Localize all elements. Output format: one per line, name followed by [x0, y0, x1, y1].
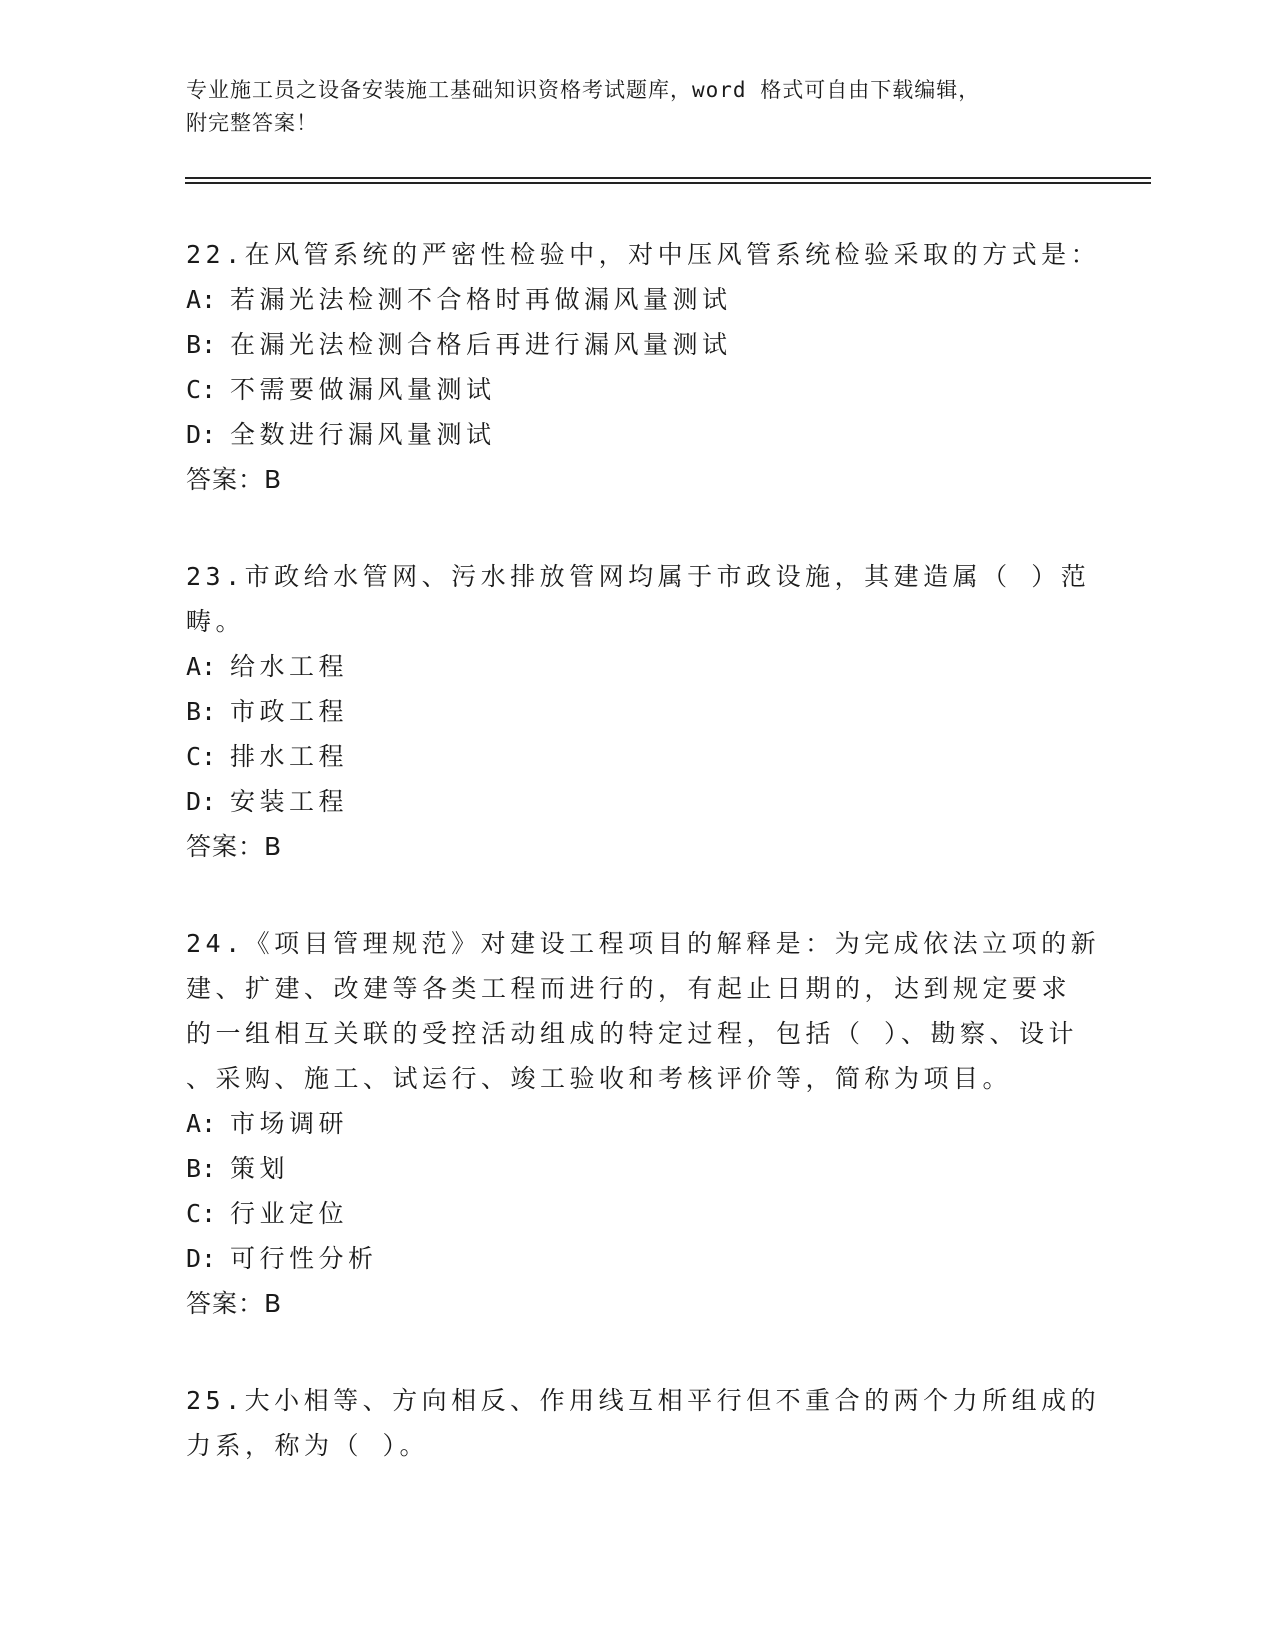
- option-text: 市场调研: [230, 1109, 349, 1138]
- option-d: [186, 412, 1086, 457]
- option-letter: C:: [186, 375, 217, 404]
- question-text: [186, 554, 1091, 644]
- option-b: [186, 689, 1086, 734]
- option-letter: A:: [186, 1109, 217, 1138]
- option-text: 若漏光法检测不合格时再做漏风量测试: [230, 285, 732, 314]
- option-d: [186, 779, 1086, 824]
- option-letter: D:: [186, 787, 217, 816]
- option-letter: D:: [186, 420, 217, 449]
- question-text: [186, 921, 1101, 1101]
- option-c: [186, 1191, 1086, 1236]
- document-header: [186, 74, 1066, 140]
- option-letter: C:: [186, 1199, 217, 1228]
- option-letter: B:: [186, 697, 217, 726]
- question-text: [186, 232, 1101, 277]
- question-22: [186, 232, 1101, 502]
- option-text: 全数进行漏风量测试: [230, 420, 496, 449]
- question-24: [186, 921, 1101, 1326]
- option-letter: A:: [186, 285, 217, 314]
- question-line: 的一组相互关联的受控活动组成的特定过程，包括（ ）、勘察、设计: [186, 1019, 1079, 1048]
- option-b: [186, 1146, 1086, 1191]
- option-c: [186, 367, 1086, 412]
- question-line: 25.大小相等、方向相反、作用线互相平行但不重合的两个力所组成的: [186, 1386, 1101, 1415]
- header-line-1: 专业施工员之设备安装施工基础知识资格考试题库，word 格式可自由下载编辑，: [186, 78, 981, 102]
- option-a: [186, 1101, 1086, 1146]
- question-23: [186, 554, 1091, 869]
- question-line: 、采购、施工、试运行、竣工验收和考核评价等，简称为项目。: [186, 1064, 1013, 1093]
- option-letter: C:: [186, 742, 217, 771]
- question-line: 建、扩建、改建等各类工程而进行的，有起止日期的，达到规定要求: [186, 974, 1072, 1003]
- option-text: 给水工程: [230, 652, 349, 681]
- option-letter: D:: [186, 1244, 217, 1273]
- question-list: [186, 232, 1101, 1520]
- option-letter: A:: [186, 652, 217, 681]
- question-line: 22.在风管系统的严密性检验中，对中压风管系统检验采取的方式是：: [186, 240, 1101, 269]
- answer: 答案：B: [186, 1289, 283, 1318]
- question-25: [186, 1378, 1101, 1468]
- option-text: 在漏光法检测合格后再进行漏风量测试: [230, 330, 732, 359]
- option-letter: B:: [186, 1154, 217, 1183]
- option-d: [186, 1236, 1086, 1281]
- option-text: 行业定位: [230, 1199, 349, 1228]
- option-a: [186, 644, 1086, 689]
- option-b: [186, 322, 1086, 367]
- option-text: 市政工程: [230, 697, 349, 726]
- answer: 答案：B: [186, 465, 283, 494]
- option-text: 不需要做漏风量测试: [230, 375, 496, 404]
- option-text: 可行性分析: [230, 1244, 378, 1273]
- question-line: 24.《项目管理规范》对建设工程项目的解释是：为完成依法立项的新: [186, 929, 1101, 958]
- option-letter: B:: [186, 330, 217, 359]
- answer: 答案：B: [186, 832, 283, 861]
- header-divider: [185, 177, 1151, 179]
- option-text: 排水工程: [230, 742, 349, 771]
- question-line: 23.市政给水管网、污水排放管网均属于市政设施，其建造属（ ）范: [186, 562, 1091, 591]
- option-a: [186, 277, 1086, 322]
- question-line: 畴。: [186, 607, 246, 636]
- question-text: [186, 1378, 1101, 1468]
- header-line-2: 附完整答案！: [186, 111, 318, 135]
- option-c: [186, 734, 1086, 779]
- header-divider-second: [185, 182, 1151, 184]
- question-line: 力系，称为（ ）。: [186, 1431, 430, 1460]
- option-text: 策划: [230, 1154, 290, 1183]
- option-text: 安装工程: [230, 787, 349, 816]
